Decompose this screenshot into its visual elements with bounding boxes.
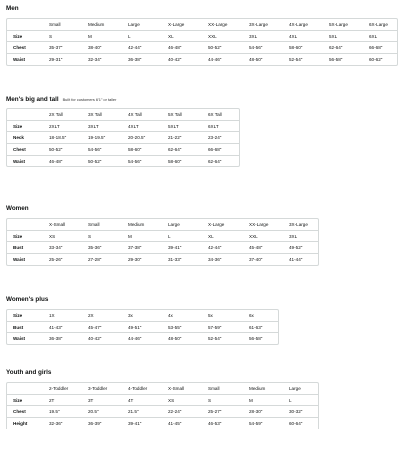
row-label: Size: [7, 120, 43, 132]
table-cell: 36-38": [122, 54, 162, 65]
table-cell: 36-39": [82, 418, 122, 429]
section-note: Built for customers 6'1" or taller: [62, 97, 117, 102]
table-cell: 6XLT: [202, 120, 239, 132]
table-cell: 39-41": [122, 418, 162, 429]
table-cell: 54-56": [122, 155, 162, 166]
column-header: Small: [88, 221, 100, 227]
table-cell: 25-27": [202, 406, 243, 418]
table-cell: 19.5": [43, 406, 82, 418]
table-cell: 56-58": [243, 333, 278, 344]
table-cell: L: [122, 30, 162, 42]
table-row: [7, 132, 239, 144]
column-header: 4X-Large: [289, 21, 308, 27]
row-label: Chest: [7, 406, 43, 418]
table-header-row: [7, 109, 239, 120]
table-cell: 60-62": [363, 54, 397, 65]
table-cell: 41-44": [283, 254, 318, 265]
table-cell: 50-52": [82, 155, 122, 166]
table-cell: 6XL: [363, 30, 397, 42]
table-cell: 42-44": [202, 242, 243, 254]
column-header: XX-Large: [208, 21, 228, 27]
table-cell: 34-36": [202, 254, 243, 265]
section-men: [6, 5, 398, 71]
column-header: Medium: [249, 385, 266, 391]
column-header: Small: [49, 21, 61, 27]
table-row: [7, 42, 397, 54]
table-row: [7, 406, 318, 418]
row-label: Size: [7, 230, 43, 242]
table-header-row: [7, 19, 397, 30]
row-label: Chest: [7, 144, 43, 156]
table-cell: 44-46": [202, 54, 243, 65]
column-header: X-Large: [208, 221, 225, 227]
row-label: Neck: [7, 132, 43, 144]
table-cell: 52-54": [202, 333, 243, 344]
table-cell: 5x: [208, 312, 213, 318]
table-cell: 39-41": [162, 242, 202, 254]
column-header: 5X Tall: [168, 111, 182, 117]
table-row: [7, 155, 239, 166]
table-cell: 54-59": [243, 418, 283, 429]
table-cell: 50-52": [43, 144, 82, 156]
table-cell: 27-28": [82, 254, 122, 265]
size-table-women: [6, 218, 319, 266]
table-row: [7, 30, 397, 42]
table-cell: 20.5": [82, 406, 122, 418]
column-header: X-Small: [168, 385, 185, 391]
table-cell: 53-55": [162, 321, 202, 333]
column-header: X-Large: [168, 21, 185, 27]
table-cell: XXL: [202, 30, 243, 42]
table-row: [7, 230, 318, 242]
column-header: X-Small: [49, 221, 66, 227]
column-header: Large: [289, 385, 301, 391]
table-cell: 41-43": [43, 321, 82, 333]
table-cell: 4T: [122, 394, 162, 406]
column-header: [7, 109, 43, 120]
column-header: 3X-Large: [249, 21, 268, 27]
column-header: Large: [168, 221, 180, 227]
table-cell: 45-48": [243, 242, 283, 254]
table-cell: 66-68": [202, 144, 239, 156]
column-header: 3X-Large: [289, 221, 308, 227]
table-cell: M: [82, 30, 122, 42]
size-table-women-plus: [6, 309, 279, 345]
row-label: Height: [7, 418, 43, 429]
table-row: [7, 418, 318, 429]
table-cell: S: [43, 30, 82, 42]
table-cell: 5XLT: [162, 120, 202, 132]
table-cell: 29-31": [43, 54, 82, 65]
table-cell: 33-34": [43, 242, 82, 254]
table-cell: XS: [43, 230, 82, 242]
table-cell: 44-46": [122, 333, 162, 344]
table-cell: 50-52": [202, 42, 243, 54]
table-row: [7, 310, 278, 321]
table-header-row: [7, 383, 318, 394]
row-label: Chest: [7, 42, 43, 54]
table-cell: 37-38": [122, 242, 162, 254]
table-cell: 28-30": [243, 406, 283, 418]
table-cell: 6x: [249, 312, 254, 318]
row-label: Waist: [7, 155, 43, 166]
table-cell: 57-59": [202, 321, 243, 333]
table-cell: 21-22": [162, 132, 202, 144]
table-cell: 2XLT: [43, 120, 82, 132]
table-cell: 42-44": [122, 42, 162, 54]
column-header: Medium: [128, 221, 145, 227]
table-cell: 5XL: [323, 30, 363, 42]
section-youth: [6, 369, 319, 434]
table-cell: 18-18.5": [43, 132, 82, 144]
table-row: [7, 144, 239, 156]
row-label: Waist: [7, 54, 43, 65]
table-cell: XL: [162, 30, 202, 42]
table-cell: 45-47": [82, 321, 122, 333]
table-cell: 29-30": [122, 254, 162, 265]
column-header: 3-Toddler: [88, 385, 108, 391]
table-cell: 25-26": [43, 254, 82, 265]
table-cell: 2T: [43, 394, 82, 406]
table-cell: 54-56": [82, 144, 122, 156]
table-cell: 36-38": [43, 333, 82, 344]
table-cell: 56-58": [323, 54, 363, 65]
table-cell: 62-64": [323, 42, 363, 54]
table-cell: 58-60": [162, 155, 202, 166]
column-header: 2X Tall: [49, 111, 63, 117]
table-cell: 35-36": [82, 242, 122, 254]
table-row: [7, 321, 278, 333]
table-header-row: [7, 219, 318, 230]
row-label: Waist: [7, 254, 43, 265]
size-table-big-tall: [6, 108, 240, 167]
row-label: Size: [13, 312, 23, 318]
section-big-tall: [6, 96, 240, 172]
section-title: Youth and girls: [6, 369, 52, 376]
table-row: [7, 120, 239, 132]
table-cell: L: [283, 394, 318, 406]
section-title: Women's plus: [6, 296, 49, 303]
row-label: Bust: [7, 321, 43, 333]
column-header: [7, 383, 43, 394]
table-cell: 21.5": [122, 406, 162, 418]
table-cell: 40-42": [82, 333, 122, 344]
table-cell: 30-32": [283, 406, 318, 418]
table-cell: S: [202, 394, 243, 406]
table-row: [7, 254, 318, 265]
column-header: 6X Tall: [208, 111, 222, 117]
table-cell: 58-60": [283, 42, 323, 54]
column-header: Small: [208, 385, 220, 391]
column-header: 5X-Large: [329, 21, 348, 27]
section-women-plus: [6, 296, 279, 350]
table-cell: M: [122, 230, 162, 242]
table-cell: 46-48": [43, 155, 82, 166]
table-cell: 35-37": [43, 42, 82, 54]
table-cell: 4XLT: [122, 120, 162, 132]
table-cell: 3T: [82, 394, 122, 406]
table-cell: 31-33": [162, 254, 202, 265]
section-title: Men's big and tall Built for customers 6'1" or taller: [6, 96, 117, 103]
table-cell: 62-64": [202, 155, 239, 166]
table-row: [7, 333, 278, 344]
table-cell: M: [243, 394, 283, 406]
table-cell: 4XL: [283, 30, 323, 42]
column-header: Medium: [88, 21, 105, 27]
table-cell: 2X: [88, 312, 94, 318]
table-cell: 48-50": [162, 333, 202, 344]
table-cell: 49-52": [283, 242, 318, 254]
table-cell: 19-19.5": [82, 132, 122, 144]
column-header: Large: [128, 21, 140, 27]
table-cell: 38-40": [82, 42, 122, 54]
table-cell: 48-50": [243, 54, 283, 65]
table-cell: 54-56": [243, 42, 283, 54]
table-cell: 46-53": [202, 418, 243, 429]
table-row: [7, 242, 318, 254]
table-row: [7, 54, 397, 65]
row-label: Size: [7, 394, 43, 406]
table-cell: S: [82, 230, 122, 242]
table-cell: 66-68": [363, 42, 397, 54]
row-label: Bust: [7, 242, 43, 254]
column-header: [7, 219, 43, 230]
table-cell: 23-24": [202, 132, 239, 144]
column-header: [7, 19, 43, 30]
column-header: 4-Toddler: [128, 385, 148, 391]
table-cell: 49-51": [122, 321, 162, 333]
size-table-youth: [6, 382, 319, 429]
row-label: Size: [7, 30, 43, 42]
column-header: XX-Large: [249, 221, 269, 227]
table-cell: 40-42": [162, 54, 202, 65]
table-cell: 37-40": [243, 254, 283, 265]
table-cell: L: [162, 230, 202, 242]
column-header: 6X-Large: [369, 21, 388, 27]
table-cell: 62-64": [162, 144, 202, 156]
table-cell: 3XLT: [82, 120, 122, 132]
table-cell: 20-20.5": [122, 132, 162, 144]
table-cell: XXL: [243, 230, 283, 242]
table-cell: 32-34": [82, 54, 122, 65]
table-cell: 3XL: [243, 30, 283, 42]
table-cell: 58-60": [122, 144, 162, 156]
section-women: [6, 205, 319, 271]
column-header: 3X Tall: [88, 111, 102, 117]
table-cell: 3x: [128, 312, 133, 318]
column-header: 4X Tall: [128, 111, 142, 117]
table-cell: 46-48": [162, 42, 202, 54]
table-cell: 61-63": [243, 321, 278, 333]
table-cell: XS: [162, 394, 202, 406]
row-label: Waist: [7, 333, 43, 344]
table-cell: 60-64": [283, 418, 318, 429]
table-cell: 22-24": [162, 406, 202, 418]
size-table-men: [6, 18, 398, 66]
table-cell: 41-45": [162, 418, 202, 429]
table-cell: 32-36": [43, 418, 82, 429]
column-header: 2-Toddler: [49, 385, 69, 391]
table-cell: 4x: [168, 312, 173, 318]
table-cell: XL: [202, 230, 243, 242]
table-cell: 3XL: [283, 230, 318, 242]
table-cell: 1X: [49, 312, 55, 318]
section-title: Women: [6, 205, 29, 212]
table-cell: 52-54": [283, 54, 323, 65]
table-row: [7, 394, 318, 406]
section-title: Men: [6, 5, 19, 12]
